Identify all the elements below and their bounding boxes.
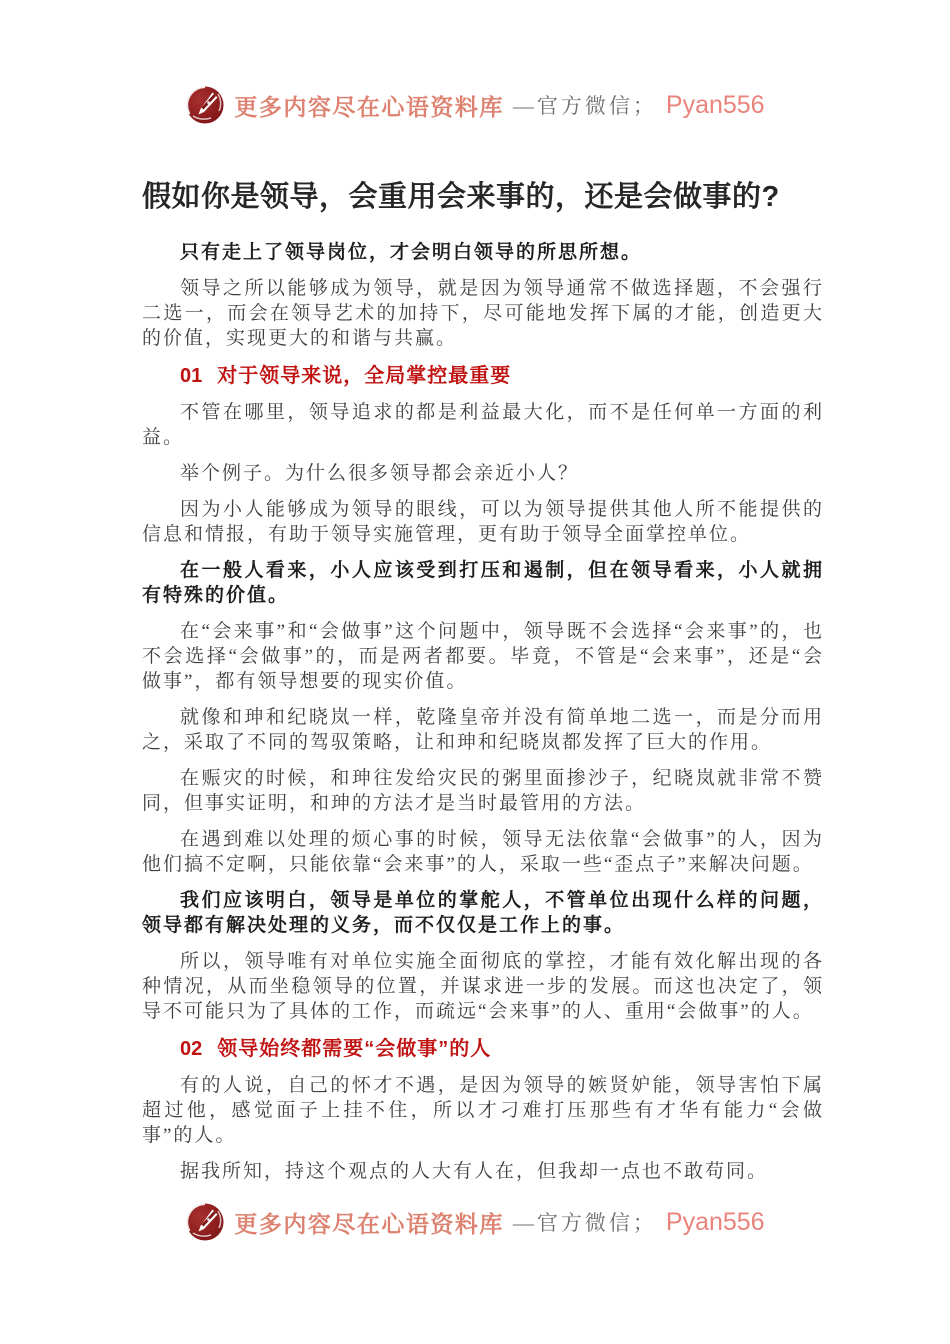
paragraph: 有的人说，自己的怀才不遇，是因为领导的嫉贤妒能，领导害怕下属超过他，感觉面子上挂不住，所以才刁难打压那些有才华有能力“会做事”的人。	[142, 1075, 824, 1146]
article-title: 假如你是领导，会重用会来事的，还是会做事的?	[142, 181, 780, 213]
paragraph: 所以，领导唯有对单位实施全面彻底的掌控，才能有效化解出现的各种情况，从而坐稳领导的位置，并谋求进一步的发展。而这也决定了，领导不可能只为了具体的工作，而疏远“会来事”的人、重用“会做事”的人。	[142, 951, 824, 1022]
section-heading-text: 领导始终都需要“会做事”的人	[217, 1038, 492, 1060]
paragraph: 据我所知，持这个观点的人大有人在，但我却一点也不敢苟同。	[180, 1161, 769, 1182]
section-number: 02	[180, 1038, 203, 1060]
paragraph: 在遇到难以处理的烦心事的时候，领导无法依靠“会做事”的人，因为他们搞不定啊，只能依靠“会来事”的人，采取一些“歪点子”来解决问题。	[142, 829, 824, 875]
wechat-id: Pyan556	[665, 90, 765, 119]
section-number: 01	[180, 365, 203, 387]
section-heading-02	[142, 1039, 824, 1060]
lead-paragraph: 只有走上了领导岗位，才会明白领导的所思所想。	[180, 242, 643, 263]
paragraph: 不管在哪里，领导追求的都是利益最大化，而不是任何单一方面的利益。	[142, 402, 824, 448]
paragraph: 就像和珅和纪晓岚一样，乾隆皇帝并没有简单地二选一，而是分而用之，采取了不同的驾驭策略，让和珅和纪晓岚都发挥了巨大的作用。	[142, 707, 824, 753]
article-body	[142, 179, 824, 1184]
wechat-label: —官方微信；	[512, 94, 657, 118]
pen-nib-circle-icon	[185, 1202, 225, 1242]
brand-text: 更多内容尽在心语资料库	[234, 94, 504, 120]
bold-paragraph: 在一般人看来，小人应该受到打压和遏制，但在领导看来，小人就拥有特殊的价值。	[142, 560, 824, 606]
wechat-label: —官方微信；	[512, 1211, 657, 1235]
paragraph: 在赈灾的时候，和珅往发给灾民的粥里面掺沙子，纪晓岚就非常不赞同，但事实证明，和珅的方法才是当时最管用的方法。	[142, 768, 824, 814]
paragraph: 因为小人能够成为领导的眼线，可以为领导提供其他人所不能提供的信息和情报，有助于领导实施管理，更有助于领导全面掌控单位。	[142, 499, 824, 545]
paragraph: 举个例子。为什么很多领导都会亲近小人？	[180, 463, 580, 484]
page-header-watermark	[0, 0, 950, 125]
wechat-id: Pyan556	[665, 1207, 765, 1236]
bold-paragraph: 我们应该明白，领导是单位的掌舵人，不管单位出现什么样的问题，领导都有解决处理的义务，而不仅仅是工作上的事。	[142, 890, 824, 936]
section-heading-text: 对于领导来说，全局掌控最重要	[217, 365, 512, 387]
brand-text: 更多内容尽在心语资料库	[234, 1211, 504, 1237]
page-footer-watermark	[0, 1202, 950, 1242]
section-heading-01	[142, 366, 824, 387]
paragraph: 领导之所以能够成为领导，就是因为领导通常不做选择题，不会强行二选一，而会在领导艺术的加持下，尽可能地发挥下属的才能，创造更大的价值，实现更大的和谐与共赢。	[142, 278, 824, 349]
pen-nib-circle-icon	[185, 85, 225, 125]
paragraph: 在“会来事”和“会做事”这个问题中，领导既不会选择“会来事”的，也不会选择“会做事”的，而是两者都要。毕竟，不管是“会来事”，还是“会做事”，都有领导想要的现实价值。	[142, 621, 824, 692]
